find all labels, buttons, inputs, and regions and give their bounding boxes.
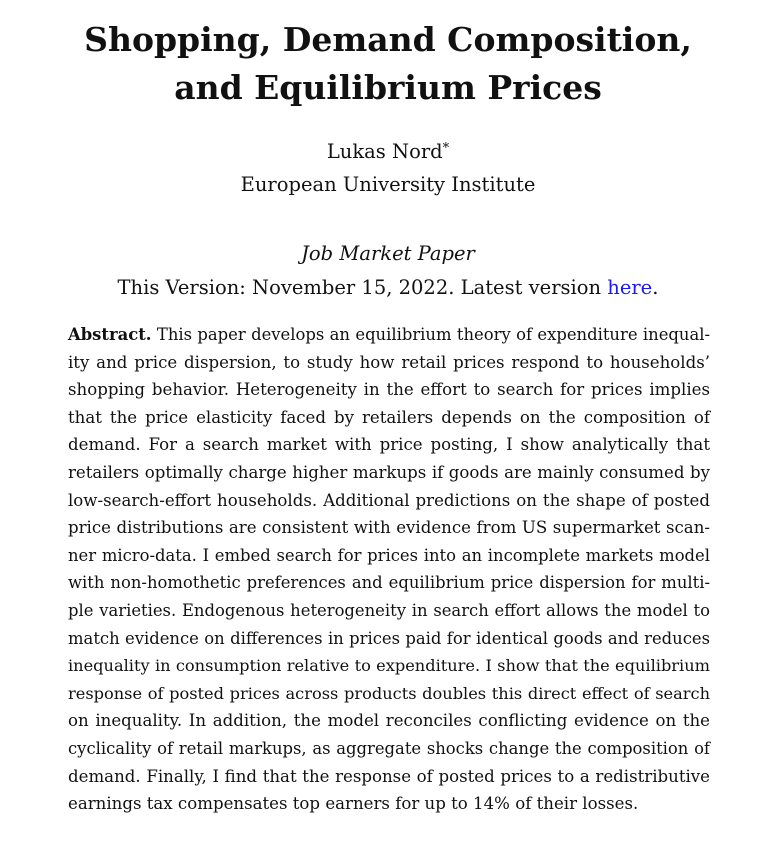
version-text: This Version: November 15, 2022. Latest version [117, 276, 608, 299]
latest-version-link[interactable]: here [607, 276, 653, 299]
abstract-line: on inequality. In addition, the model reconciles conflicting evidence on the [68, 711, 710, 731]
abstract-line: demand. For a search market with price posting, I show analytically that [68, 435, 710, 455]
paper-type: Job Market Paper [301, 242, 475, 265]
abstract-line: shopping behavior. Heterogeneity in the effort to search for prices implies [68, 380, 710, 400]
abstract-line: response of posted prices across products doubles this direct effect of search [68, 683, 710, 703]
abstract-line: ple varieties. Endogenous heterogeneity in search effort allows the model to [68, 600, 710, 620]
abstract [68, 321, 710, 818]
abstract-line: cyclicality of retail markups, as aggregate shocks change the composition of [68, 738, 710, 758]
author-footnote-mark[interactable]: * [442, 141, 450, 156]
abstract-line: ity and price dispersion, to study how retail prices respond to households’ [68, 352, 710, 372]
abstract-line: ner micro-data. I embed search for prices into an incomplete markets model [68, 545, 710, 565]
abstract-line: with non-homothetic preferences and equilibrium price dispersion for multi- [68, 573, 710, 593]
title-line-1: Shopping, Demand Composition, [84, 20, 692, 59]
author-name: Lukas Nord [326, 140, 443, 163]
title-line-2: and Equilibrium Prices [174, 68, 602, 107]
version-trailing: . [652, 276, 659, 299]
abstract-line: earnings tax compensates top earners for up to 14% of their losses. [68, 794, 639, 814]
abstract-line: low-search-effort households. Additional predictions on the shape of posted [68, 490, 710, 510]
author-affiliation: European University Institute [240, 173, 536, 196]
author-line [0, 137, 776, 167]
abstract-line: match evidence on differences in prices paid for identical goods and reduces [68, 628, 710, 648]
abstract-label: Abstract. [68, 325, 152, 344]
abstract-line: retailers optimally charge higher markups if goods are mainly consumed by [68, 462, 710, 482]
abstract-line: demand. Finally, I find that the response of posted prices to a redistributive [68, 766, 710, 786]
abstract-line: price distributions are consistent with evidence from US supermarket scan- [68, 518, 710, 538]
abstract-line: that the price elasticity faced by retailers depends on the composition of [68, 407, 710, 427]
version-line [0, 273, 776, 303]
paper-title [0, 16, 776, 112]
abstract-line: inequality in consumption relative to expenditure. I show that the equilibrium [68, 656, 710, 676]
abstract-line [68, 321, 710, 349]
abstract-line-text: This paper develops an equilibrium theory of expenditure inequal- [151, 325, 710, 344]
